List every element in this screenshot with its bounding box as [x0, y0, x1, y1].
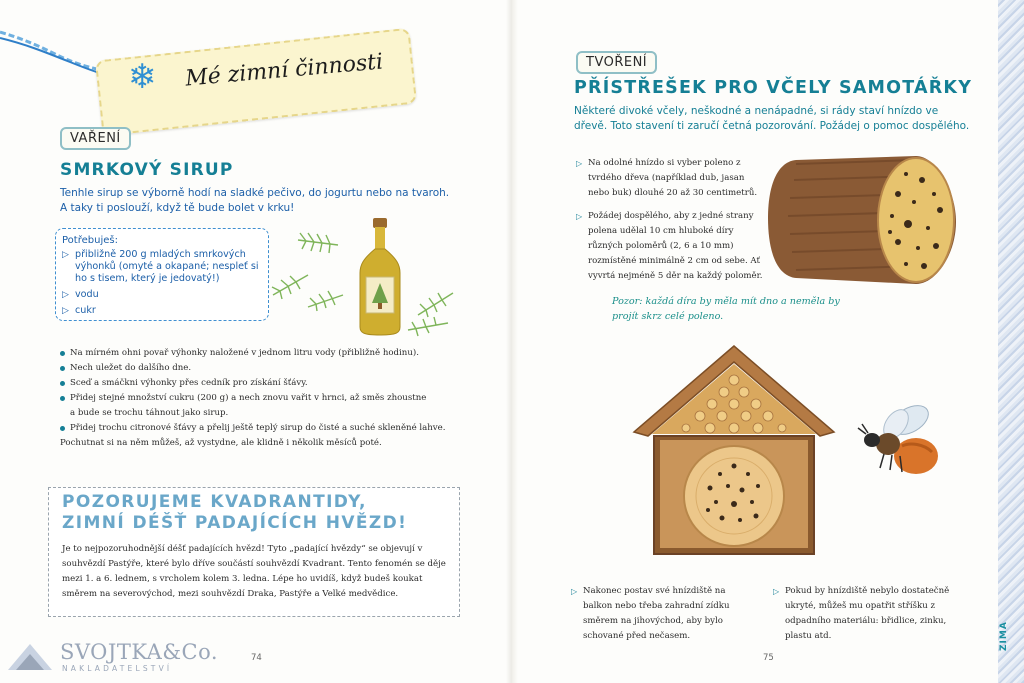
bee-house-step: ▷ Nakonec postav své hnízdiště na balkon nebo třeba zahradní zídku směrem na jihovýchod, aby bylo schované před nečasem.: [571, 584, 746, 644]
recipe-step-continued: a bude se trochu táhnout jako sirup.: [70, 408, 229, 418]
bee-hotel-illustration: [624, 340, 844, 560]
page-edge-pattern: [998, 0, 1024, 683]
ingredient-item: ▷ cukr: [62, 305, 262, 317]
drilled-log-illustration: [766, 150, 962, 288]
book-gutter: [506, 0, 518, 683]
recipe-step: Na mírném ohni povař výhonky naložené v jednom litru vody (přibližně hodinu).: [60, 346, 460, 361]
recipe-step: Přidej trochu citronové šťávy a přelij ještě teplý sirup do čisté a suché skleněné lahve.: [60, 421, 460, 436]
bee-icon: [854, 402, 944, 482]
quadrantids-title: [62, 492, 442, 534]
bee-house-step: ▷ Pokud by hnízdiště nebylo dostatečně ukryté, můžeš mu opatřit stříšku z odpadního materiálu: břidlice, zinku, plastu atd.: [773, 584, 953, 644]
publisher-logo-icon: [6, 640, 54, 676]
bee-house-heading: PŘÍSTŘEŠEK PRO VČELY SAMOTÁŘKY: [574, 78, 973, 98]
recipe-step: Přidej stejné množství cukru (200 g) a nech znovu vařit v hrnci, až směs zhoustne: [60, 391, 460, 406]
recipe-heading: SMRKOVÝ SIRUP: [60, 160, 234, 180]
section-tag-crafting: TVOŘENÍ: [576, 51, 657, 74]
snowflake-icon: ❄: [128, 57, 157, 97]
page-number-right: 75: [763, 653, 774, 663]
side-label: ZIMA: [999, 621, 1009, 651]
recipe-intro: Tenhle sirup se výborně hodí na sladké pečivo, do jogurtu nebo na tvaroh. A taky ti poslouží, když tě bude bolet v krku!: [60, 187, 450, 214]
publisher-subtitle: NAKLADATELSTVÍ: [62, 664, 173, 673]
ingredient-item: ▷ vodu: [62, 289, 262, 301]
bee-house-step: ▷ Na odolné hnízdo si vyber poleno z tvrdého dřeva (například dub, jasan nebo buk) dlouhé 20 až 30 centimetrů.: [576, 156, 766, 201]
bee-house-intro: Některé divoké včely, neškodné a nenápadné, si rády staví hnízdo ve dřevě. Toto stavení ti zaručí četná pozorování. Požádej o pomoc dospělého.: [574, 105, 970, 132]
ingredient-item: ▷ přibližně 200 g mladých smrkových výhonků (omyté a okapané; nespleť si ho s tisem, který je jedovatý!): [62, 249, 262, 285]
publisher-name: SVOJTKA&Co.: [60, 640, 219, 664]
syrup-bottle-icon: [360, 218, 400, 335]
recipe-step: Nech uležet do dalšího dne.: [60, 361, 460, 376]
page-number-left: 74: [251, 653, 262, 663]
quadrantids-title-line1: POZORUJEME KVADRANTIDY,: [62, 492, 367, 512]
recipe-steps: [60, 346, 460, 451]
bee-house-step: ▷ Požádej dospělého, aby z jedné strany polena udělal 10 cm hluboké díry různých poloměrů (2, 6 a 10 mm) rozmístěné minimálně 2 cm od sebe. Ať vyvrtá nejméně 5 děr na každý poloměr.: [576, 209, 766, 284]
section-tag-cooking: VAŘENÍ: [60, 127, 131, 150]
ingredients-list: [62, 249, 262, 321]
ingredients-title: Potřebuješ:: [62, 235, 118, 246]
spruce-syrup-illustration: [268, 215, 463, 340]
bee-house-step-roof: [773, 584, 953, 652]
bee-house-steps-top: [576, 156, 766, 292]
banner-title: Mé zimní činnosti: [184, 49, 385, 92]
quadrantids-title-line2: ZIMNÍ DÉŠŤ PADAJÍCÍCH HVĚZD!: [62, 513, 408, 533]
bee-house-step-placement: [571, 584, 746, 652]
warning-note: Pozor: každá díra by měla mít dno a neměla by projít skrz celé poleno.: [612, 296, 840, 322]
recipe-final-note: Pochutnat si na něm můžeš, až vystydne, ale klidně i několik měsíců poté.: [60, 438, 382, 448]
quadrantids-text: Je to nejpozoruhodnější déšť padajících hvězd! Tyto „padající hvězdy“ se objevují v souhvězdí Pastýře, které bylo dříve součástí souhvězdí Kvadrant. Tento fenomén se děje mezi 1. a 6. lednem, s vrcholem kolem 3. ledna. Lépe ho uvidíš, když budeš koukat směrem na severovýchod, mezi souhvězdí Draka, Pastýře a Velké medvědice.: [62, 544, 446, 599]
recipe-step: Sceď a smáčkni výhonky přes cedník pro získání šťávy.: [60, 376, 460, 391]
